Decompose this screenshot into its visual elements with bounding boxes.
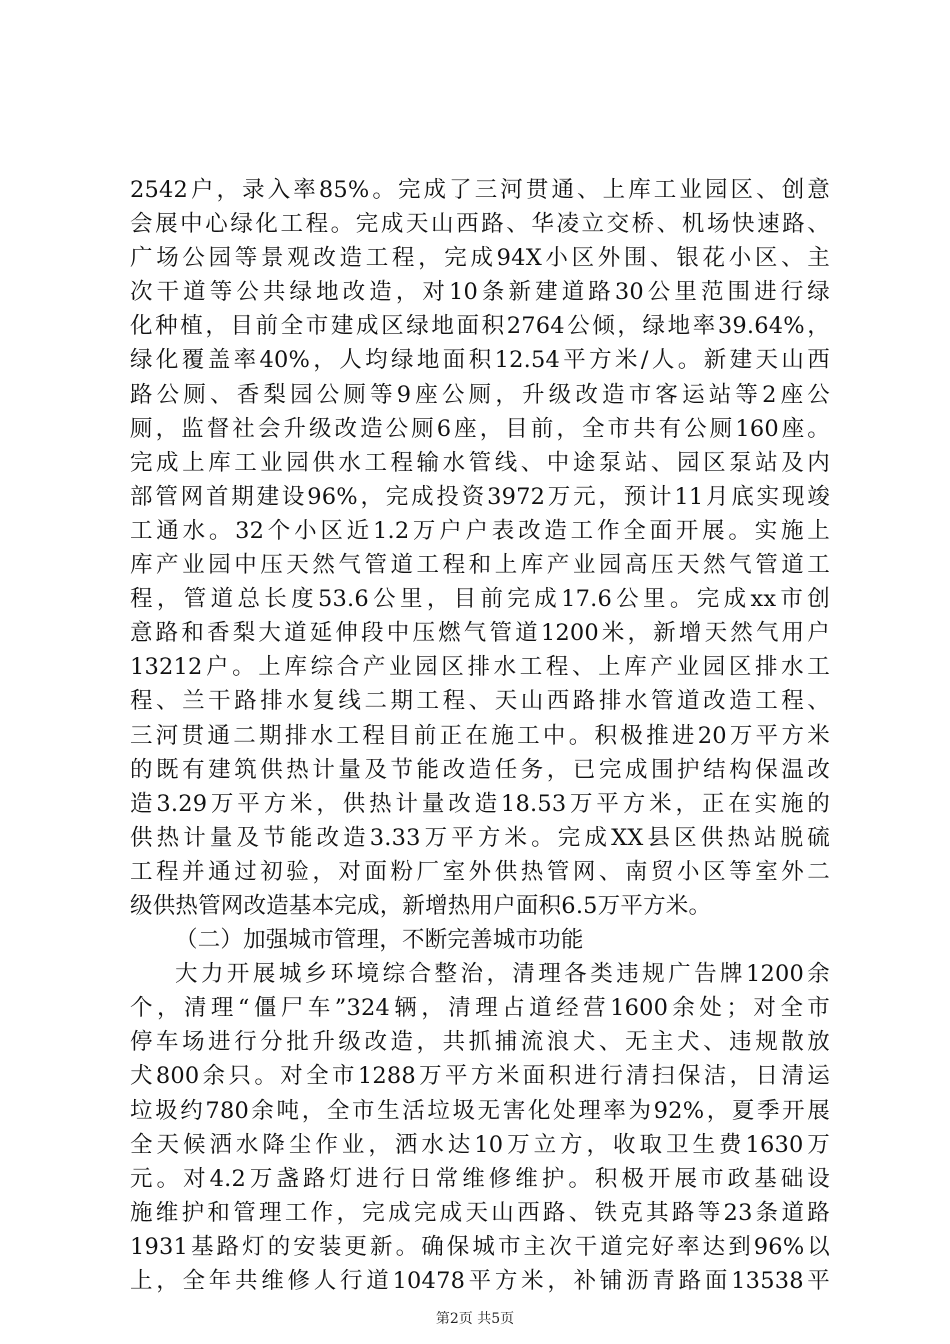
text-line: 会展中心绿化工程。完成天山西路、华凌立交桥、机场快速路、 (130, 211, 830, 238)
text-line: 工通水。32个小区近1.2万户户表改造工作全面开展。实施上 (130, 517, 830, 544)
text-line: 次干道等公共绿地改造，对10条新建道路30公里范围进行绿 (130, 279, 830, 306)
page-number-footer: 第2页 共5页 (435, 1311, 515, 1327)
text-line: 广场公园等景观改造工程，完成94X小区外围、银花小区、主 (130, 245, 830, 272)
text-line: 个，清理“僵尸车”324辆，清理占道经营1600余处；对全市 (130, 995, 830, 1022)
text-line: 级供热管网改造基本完成，新增热用户面积6.5万平方米。 (130, 892, 712, 919)
text-line: 垃圾约780余吨，全市生活垃圾无害化处理率为92%，夏季开展 (130, 1097, 830, 1124)
text-line: 13212户。上库综合产业园区排水工程、上库产业园区排水工 (130, 654, 830, 681)
text-line: 绿化覆盖率40%，人均绿地面积12.54平方米/人。新建天山西 (130, 347, 830, 374)
text-line: 工程并通过初验，对面粉厂室外供热管网、南贸小区等室外二 (130, 858, 830, 885)
text-line: 库产业园中压天然气管道工程和上库产业园高压天然气管道工 (130, 552, 830, 579)
text-line: 元。对4.2万盏路灯进行日常维修维护。积极开展市政基础设 (130, 1165, 830, 1192)
text-line: 2542户，录入率85%。完成了三河贯通、上库工业园区、创意 (130, 177, 830, 203)
text-line: 的既有建筑供热计量及节能改造任务，已完成围护结构保温改 (130, 756, 830, 783)
text-line: 上，全年共维修人行道10478平方米，补铺沥青路面13538平 (130, 1268, 830, 1294)
text-line: 三河贯通二期排水工程目前正在施工中。积极推进20万平方米 (130, 722, 830, 749)
text-line: 1931基路灯的安装更新。确保城市主次干道完好率达到96%以 (130, 1233, 830, 1260)
text-line: 造3.29万平方米，供热计量改造18.53万平方米，正在实施的 (130, 790, 830, 817)
text-line: 厕，监督社会升级改造公厕6座，目前，全市共有公厕160座。 (130, 415, 830, 442)
text-line: 程、兰干路排水复线二期工程、天山西路排水管道改造工程、 (130, 688, 830, 715)
text-line: 供热计量及节能改造3.33万平方米。完成XX县区供热站脱硫 (130, 824, 830, 851)
text-line: 程，管道总长度53.6公里，目前完成17.6公里。完成xx市创 (130, 586, 830, 613)
text-line: 全天候洒水降尘作业，洒水达10万立方，收取卫生费1630万 (130, 1131, 830, 1158)
document-body (130, 173, 830, 1298)
text-line: 部管网首期建设96%，完成投资3972万元，预计11月底实现竣 (130, 483, 830, 510)
text-line: 犬800余只。对全市1288万平方米面积进行清扫保洁，日清运 (130, 1063, 830, 1090)
text-line: 意路和香梨大道延伸段中压燃气管道1200米，新增天然气用户 (130, 620, 830, 647)
text-line: 停车场进行分批升级改造，共抓捕流浪犬、无主犬、违规散放 (130, 1029, 830, 1056)
text-line: 完成上库工业园供水工程输水管线、中途泵站、园区泵站及内 (130, 449, 830, 476)
paragraph-first-line: 大力开展城乡环境综合整治，清理各类违规广告牌1200余 (175, 961, 830, 988)
text-line: 路公厕、香梨园公厕等9座公厕，升级改造市客运站等2座公 (130, 381, 830, 408)
text-line: 化种植，目前全市建成区绿地面积2764公倾，绿地率39.64%， (130, 313, 830, 340)
text-line: 施维护和管理工作，完成完成天山西路、铁克其路等23条道路 (130, 1199, 830, 1226)
section-heading: （二）加强城市管理，不断完善城市功能 (175, 927, 584, 954)
